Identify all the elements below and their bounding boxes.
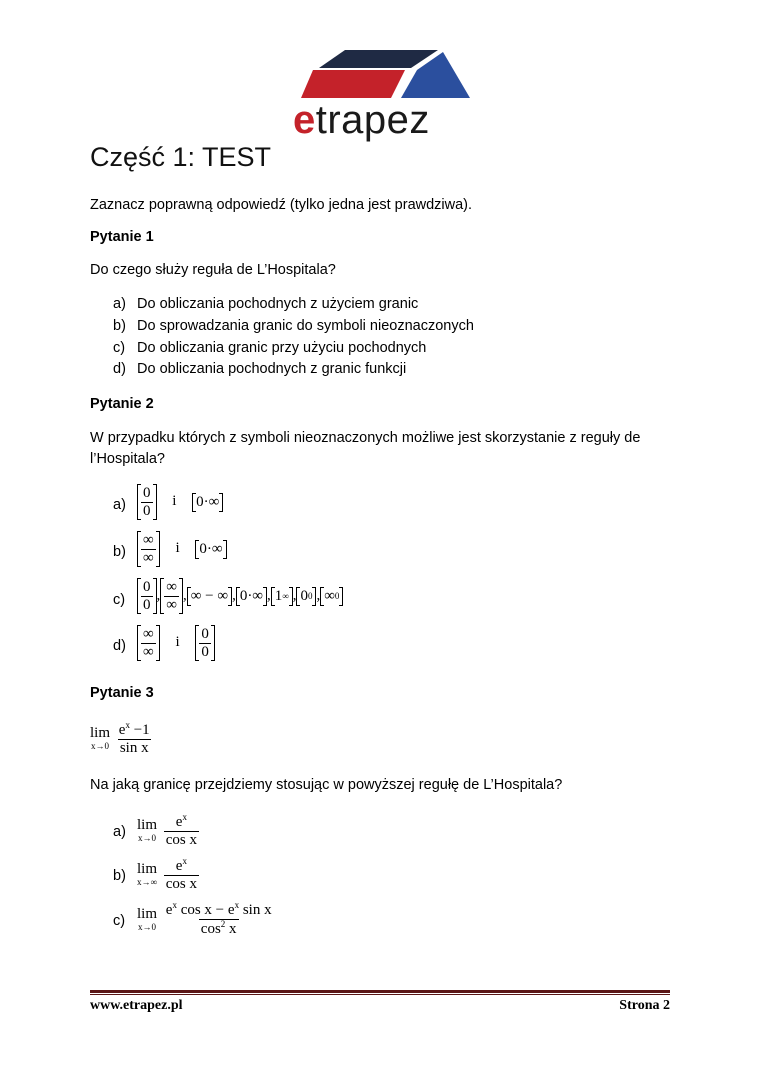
footer-url[interactable]: www.etrapez.pl	[90, 998, 183, 1013]
question-1-text: Do czego służy reguła de L’Hospitala?	[90, 262, 336, 278]
question-2-label: Pytanie 2	[90, 396, 154, 412]
question-3-text: Na jaką granicę przejdziemy stosując w powyższej regułę de L’Hospitala?	[90, 777, 563, 793]
footer-divider-thick	[90, 990, 670, 993]
page-title: Część 1: TEST	[90, 142, 272, 172]
q2-option-a-math: $\frac{0}{0}$ i 0·∞	[137, 484, 223, 520]
q1-option-a-letter: a)	[113, 296, 126, 312]
q2-option-a-letter: a)	[113, 497, 126, 513]
q2-option-d-math: $\frac{\infty}{\infty}$ i $\frac{0}{0}$	[137, 625, 215, 661]
question-2-text-line1: W przypadku których z symboli nieoznaczonych możliwe jest skorzystanie z reguły de	[90, 430, 641, 446]
etrapez-logo	[293, 46, 473, 142]
q2-option-d-letter: d)	[113, 638, 126, 654]
q2-option-c-math: $\frac{0}{0}$ , $\frac{\infty}{\infty}$ , ∞ − ∞ , 0·∞ , 1 ∞ , 0 0 , ∞ 0	[137, 578, 343, 614]
footer-page-number: Strona 2	[619, 998, 670, 1013]
question-3-label: Pytanie 3	[90, 685, 154, 701]
q3-option-a-math: lim x→0 $\frac{e^x}{\text{cos x}}$	[137, 812, 198, 848]
q1-option-d-letter: d)	[113, 361, 126, 377]
q1-option-c-text: Do obliczania granic przy użyciu pochodnych	[137, 340, 427, 356]
q3-main-limit: lim x→0 $\frac{e^x -1}{\text{sin x}}$	[90, 720, 150, 756]
footer-divider-thin	[90, 994, 670, 995]
q3-option-b-math: lim x→∞ $\frac{e^x}{\text{cos x}}$	[137, 856, 198, 892]
q3-option-c-letter: c)	[113, 913, 126, 929]
q2-option-c-letter: c)	[113, 592, 126, 608]
instruction-text: Zaznacz poprawną odpowiedź (tylko jedna jest prawdziwa).	[90, 197, 473, 213]
question-1-label: Pytanie 1	[90, 229, 154, 245]
q3-option-b-letter: b)	[113, 868, 126, 884]
trapezoid-logo-icon	[293, 46, 473, 106]
question-2-text-line2: l’Hospitala?	[90, 451, 165, 467]
q3-option-a-letter: a)	[113, 824, 126, 840]
q1-option-c-letter: c)	[113, 340, 126, 356]
q1-option-b-letter: b)	[113, 318, 126, 334]
q1-option-b-text: Do sprowadzania granic do symboli nieoznaczonych	[137, 318, 474, 334]
logo-wordmark: etrapez	[293, 98, 430, 142]
q2-option-b-math: $\frac{\infty}{\infty}$ i 0·∞	[137, 531, 227, 567]
q3-option-c-math: lim x→0 $\frac{e^x \cos x - e^x \sin x}{\cos^2 x}$	[137, 900, 272, 937]
q1-option-a-text: Do obliczania pochodnych z użyciem granic	[137, 296, 419, 312]
q1-option-d-text: Do obliczania pochodnych z granic funkcji	[137, 361, 407, 377]
q2-option-b-letter: b)	[113, 544, 126, 560]
